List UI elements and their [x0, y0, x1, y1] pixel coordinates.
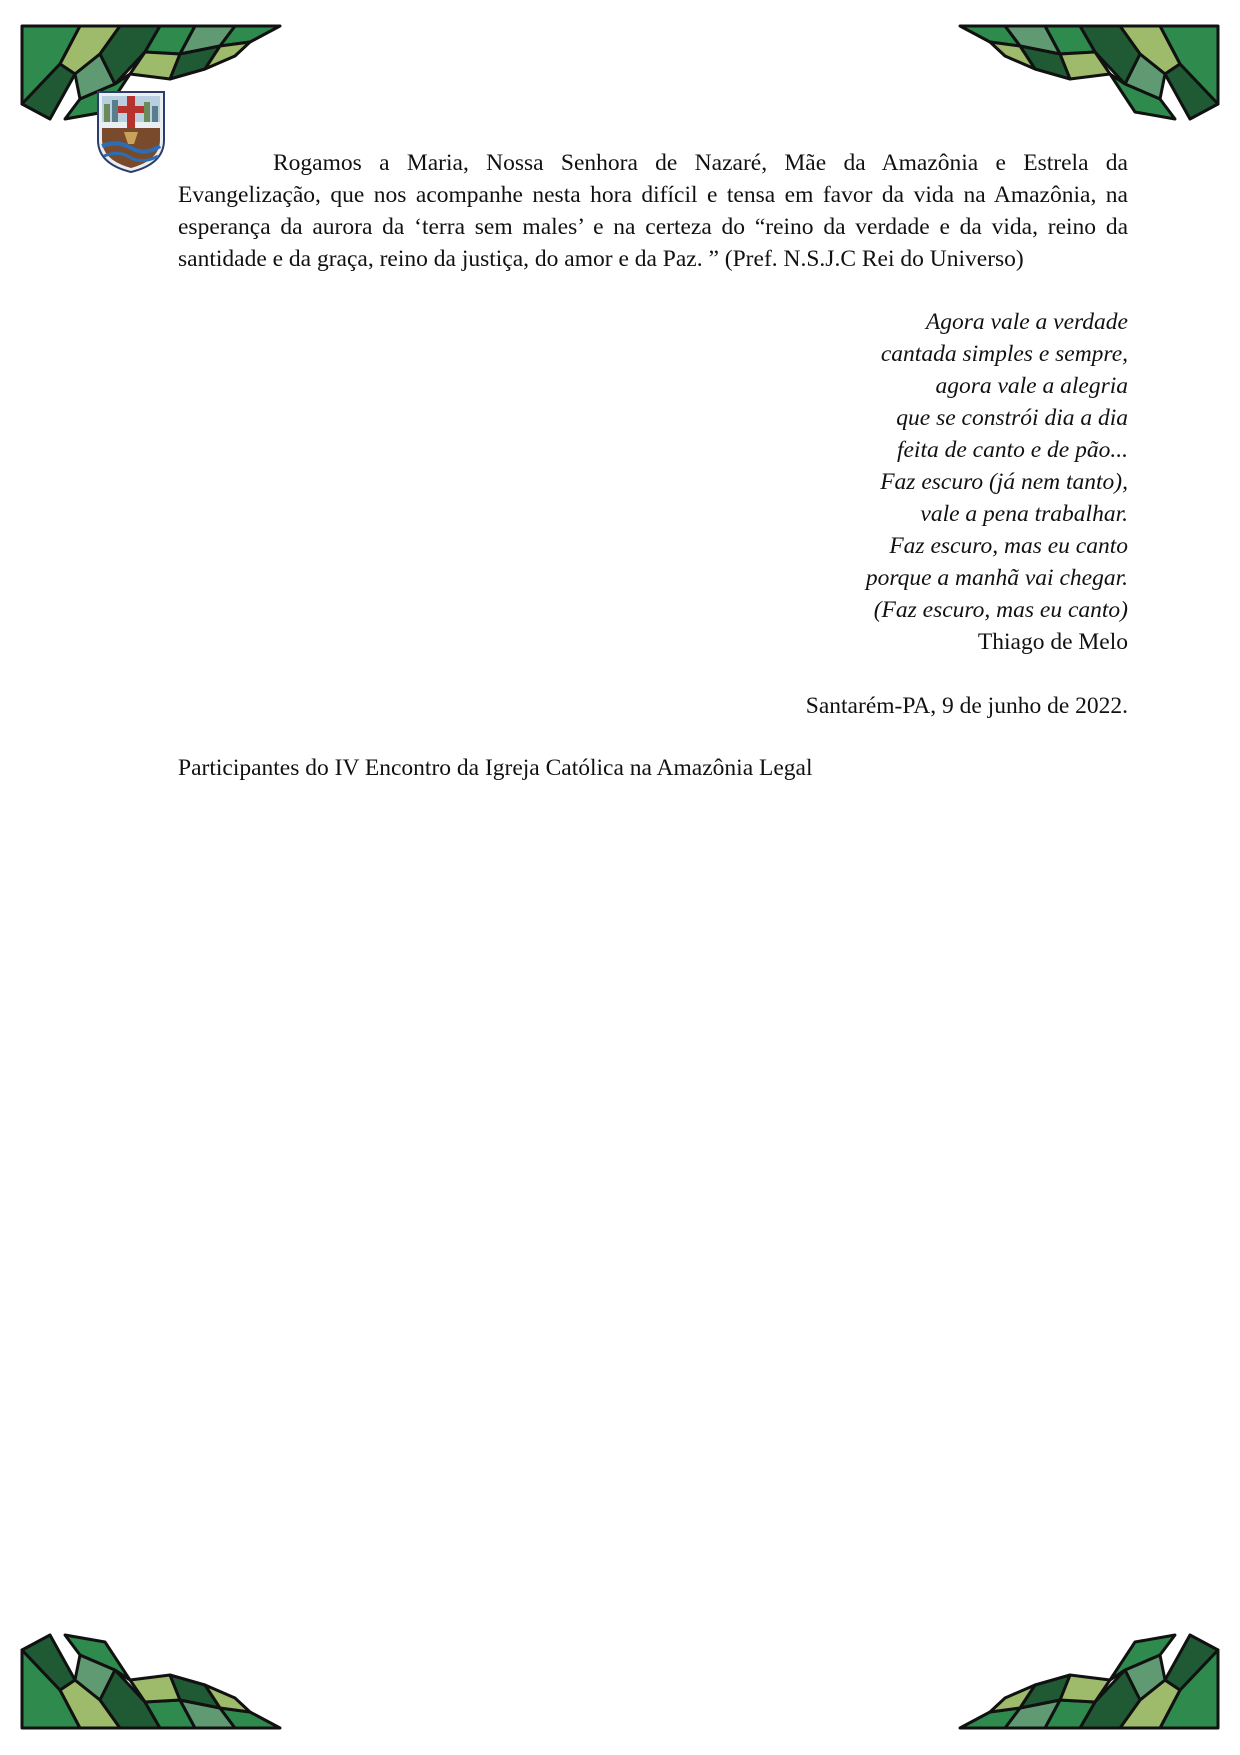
closing-paragraph: Rogamos a Maria, Nossa Senhora de Nazaré, Mãe da Amazônia e Estrela da Evangelização, que nos acompanhe nesta hora difícil e tensa em favor da vida na Amazônia, na esperança da aurora da ‘terra sem males’ e na certeza do “reino da verdade e da vida, reino da santidade e da graça, reino da justiça, do amor e da Paz. ” (Pref. N.S.J.C Rei do Universo)	[178, 150, 1128, 272]
stained-glass-leaves-icon	[20, 1630, 282, 1730]
corner-ornament-bottom-left	[20, 1630, 282, 1730]
poem-line: (Faz escuro, mas eu canto)	[873, 597, 1128, 623]
stained-glass-leaves-icon	[958, 1630, 1220, 1730]
poem-line: Agora vale a verdade	[925, 309, 1128, 335]
poem-line: agora vale a alegria	[935, 373, 1128, 399]
corner-ornament-bottom-right	[958, 1630, 1220, 1730]
diocese-emblem-icon	[94, 88, 168, 174]
poem-line: Faz escuro (já nem tanto),	[880, 469, 1128, 495]
poem-author: Thiago de Melo	[977, 629, 1128, 655]
poem-line: que se constrói dia a dia	[896, 405, 1128, 431]
poem-line: porque a manhã vai chegar.	[865, 565, 1128, 591]
poem-line: cantada simples e sempre,	[880, 341, 1128, 367]
poem-line: Faz escuro, mas eu canto	[889, 533, 1128, 559]
place-date: Santarém-PA, 9 de junho de 2022.	[805, 693, 1128, 719]
signature: Participantes do IV Encontro da Igreja Católica na Amazônia Legal	[178, 755, 813, 781]
diocese-emblem	[94, 88, 168, 174]
corner-ornament-top-right	[958, 24, 1220, 124]
poem	[866, 306, 1128, 658]
poem-line: feita de canto e de pão...	[896, 437, 1128, 463]
stained-glass-leaves-icon	[958, 24, 1220, 124]
poem-line: vale a pena trabalhar.	[920, 501, 1128, 527]
